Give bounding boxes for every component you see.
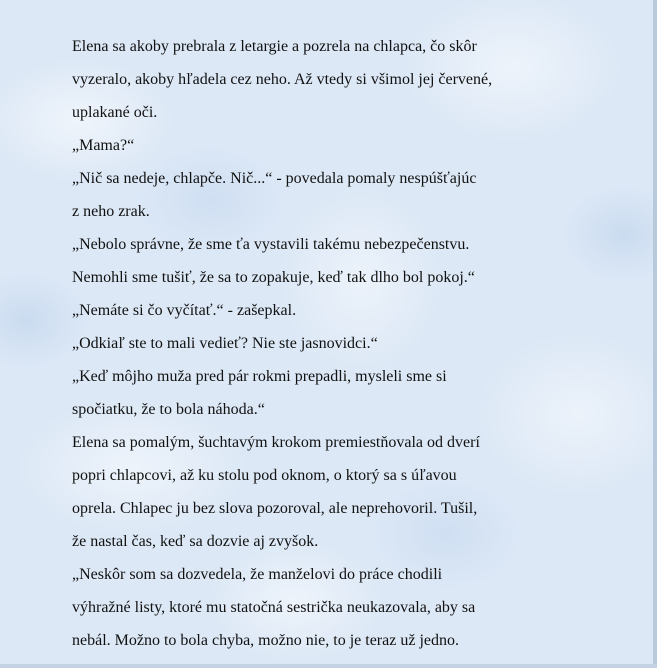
text-line: vyzeralo, akoby hľadela cez neho. Až vtedy si všimol jej červené, — [72, 71, 493, 88]
text-line: „Neskôr som sa dozvedela, že manželovi do práce chodili — [72, 566, 443, 583]
text-line: „Nič sa nedeje, chlapče. Nič...“ - povedala pomaly nespúšťajúc — [72, 170, 477, 187]
text-line: „Keď môjho muža pred pár rokmi prepadli, mysleli sme si — [72, 368, 447, 385]
text-line: uplakané oči. — [72, 104, 158, 121]
text-line: Elena sa akoby prebrala z letargie a pozrela na chlapca, čo skôr — [72, 38, 477, 55]
text-line: nebál. Možno to bola chyba, možno nie, to je teraz už jedno. — [72, 632, 459, 649]
text-line: spočiatku, že to bola náhoda.“ — [72, 401, 265, 418]
story-text — [72, 30, 592, 657]
text-line: „Mama?“ — [72, 137, 135, 154]
text-line: „Nemáte si čo vyčítať.“ - zašepkal. — [72, 302, 297, 319]
page-right-edge — [653, 0, 657, 668]
text-line: popri chlapcovi, až ku stolu pod oknom, o ktorý sa s úľavou — [72, 467, 457, 484]
text-line: z neho zrak. — [72, 203, 150, 220]
text-line: Nemohli sme tušiť, že sa to zopakuje, keď tak dlho bol pokoj.“ — [72, 269, 475, 286]
text-line: Elena sa pomalým, šuchtavým krokom premiestňovala od dverí — [72, 434, 480, 451]
text-line: „Odkiaľ ste to mali vedieť? Nie ste jasnovidci.“ — [72, 335, 378, 352]
text-line: oprela. Chlapec ju bez slova pozoroval, ale neprehovoril. Tušil, — [72, 500, 478, 517]
page-bottom-edge — [0, 664, 657, 668]
text-line: „Nebolo správne, že sme ťa vystavili takému nebezpečenstvu. — [72, 236, 470, 253]
text-line: že nastal čas, keď sa dozvie aj zvyšok. — [72, 533, 319, 550]
text-line: výhražné listy, ktoré mu statočná sestrička neukazovala, aby sa — [72, 599, 476, 616]
